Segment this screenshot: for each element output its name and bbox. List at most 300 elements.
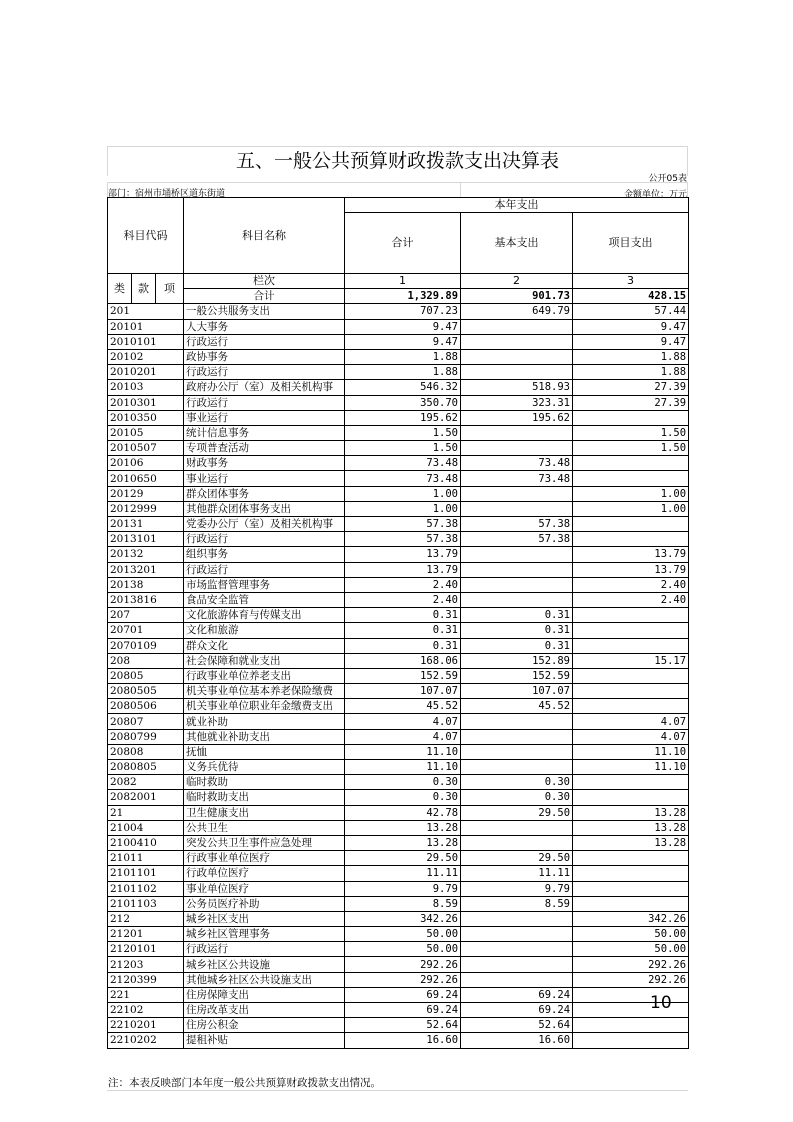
row-basic: 0.31 (461, 638, 573, 653)
row-code: 2013201 (108, 562, 184, 577)
row-total: 350.70 (345, 395, 461, 410)
table-row (108, 729, 689, 744)
table-row (108, 1033, 689, 1048)
table-row (108, 486, 689, 501)
table-row (108, 608, 689, 623)
row-basic: 16.60 (461, 1033, 573, 1048)
table-row (108, 425, 689, 440)
row-basic (461, 486, 573, 501)
header-col2: 2 (461, 274, 573, 289)
row-name: 群众文化 (184, 638, 345, 653)
row-code: 20701 (108, 623, 184, 638)
row-basic: 69.24 (461, 1003, 573, 1018)
row-name: 社会保障和就业支出 (184, 653, 345, 668)
row-total: 107.07 (345, 684, 461, 699)
row-basic: 0.30 (461, 790, 573, 805)
row-code: 208 (108, 653, 184, 668)
row-basic (461, 441, 573, 456)
row-basic (461, 319, 573, 334)
row-total: 57.38 (345, 517, 461, 532)
table-row (108, 638, 689, 653)
row-name: 机关事业单位职业年金缴费支出 (184, 699, 345, 714)
row-name: 事业运行 (184, 410, 345, 425)
row-total: 69.24 (345, 987, 461, 1002)
row-name: 统计信息事务 (184, 425, 345, 440)
row-project (573, 866, 689, 881)
header-lei: 类 (108, 274, 132, 304)
row-code: 20805 (108, 668, 184, 683)
row-code: 2101102 (108, 881, 184, 896)
row-code: 21203 (108, 957, 184, 972)
row-project: 9.47 (573, 319, 689, 334)
row-name: 城乡社区支出 (184, 911, 345, 926)
row-code: 20807 (108, 714, 184, 729)
table-row (108, 942, 689, 957)
header-current-year: 本年支出 (345, 198, 689, 213)
table-row (108, 744, 689, 759)
row-project (573, 517, 689, 532)
row-name: 行政运行 (184, 365, 345, 380)
row-basic (461, 577, 573, 592)
row-project: 9.47 (573, 334, 689, 349)
row-project (573, 775, 689, 790)
table-row (108, 547, 689, 562)
row-basic (461, 562, 573, 577)
row-project (573, 638, 689, 653)
row-project (573, 608, 689, 623)
row-name: 一般公共服务支出 (184, 304, 345, 319)
table-row (108, 987, 689, 1002)
row-code: 2120101 (108, 942, 184, 957)
row-total: 4.07 (345, 729, 461, 744)
row-code: 20106 (108, 456, 184, 471)
row-code: 2080805 (108, 760, 184, 775)
row-code: 21004 (108, 820, 184, 835)
row-code: 2080506 (108, 699, 184, 714)
table-row (108, 319, 689, 334)
row-code: 20132 (108, 547, 184, 562)
row-code: 20105 (108, 425, 184, 440)
row-basic: 9.79 (461, 881, 573, 896)
table-row (108, 927, 689, 942)
row-name: 政协事务 (184, 349, 345, 364)
table-row (108, 623, 689, 638)
row-project (573, 410, 689, 425)
table-row (108, 349, 689, 364)
header-row-3 (108, 274, 689, 289)
row-total: 9.47 (345, 319, 461, 334)
row-basic: 57.38 (461, 517, 573, 532)
row-basic: 323.31 (461, 395, 573, 410)
row-name: 专项普查活动 (184, 441, 345, 456)
table-row (108, 653, 689, 668)
row-basic: 152.89 (461, 653, 573, 668)
row-basic: 45.52 (461, 699, 573, 714)
row-total: 0.30 (345, 775, 461, 790)
table-row (108, 790, 689, 805)
table-row (108, 395, 689, 410)
row-total: 2.40 (345, 592, 461, 607)
row-code: 2100410 (108, 835, 184, 850)
table-row (108, 684, 689, 699)
header-name: 科目名称 (184, 198, 345, 274)
table-row (108, 668, 689, 683)
row-project: 27.39 (573, 380, 689, 395)
row-name: 行政运行 (184, 562, 345, 577)
header-basic: 基本支出 (461, 213, 573, 274)
row-name: 行政单位医疗 (184, 866, 345, 881)
row-code: 2010507 (108, 441, 184, 456)
row-name: 行政运行 (184, 395, 345, 410)
row-project: 50.00 (573, 942, 689, 957)
row-total: 57.38 (345, 532, 461, 547)
header-total: 合计 (345, 213, 461, 274)
header-col1: 1 (345, 274, 461, 289)
table-row (108, 577, 689, 592)
row-name: 其他群众团体事务支出 (184, 501, 345, 516)
row-project: 13.28 (573, 820, 689, 835)
row-project: 50.00 (573, 927, 689, 942)
row-total: 152.59 (345, 668, 461, 683)
table-note: 注：本表反映部门本年度一般公共预算财政拨款支出情况。 (108, 1077, 381, 1089)
header-project: 项目支出 (573, 213, 689, 274)
row-code: 2010350 (108, 410, 184, 425)
row-project: 1.00 (573, 486, 689, 501)
page-number: 10 (650, 993, 672, 1013)
row-total: 707.23 (345, 304, 461, 319)
row-basic (461, 547, 573, 562)
table-row (108, 562, 689, 577)
table-row (108, 760, 689, 775)
table-row (108, 1018, 689, 1033)
summary-project: 428.15 (573, 289, 689, 304)
row-total: 1.88 (345, 365, 461, 380)
row-name: 市场监督管理事务 (184, 577, 345, 592)
table-row (108, 441, 689, 456)
row-total: 13.28 (345, 820, 461, 835)
row-name: 机关事业单位基本养老保险缴费 (184, 684, 345, 699)
row-name: 抚恤 (184, 744, 345, 759)
row-project (573, 881, 689, 896)
row-basic: 195.62 (461, 410, 573, 425)
row-code: 2010101 (108, 334, 184, 349)
row-total: 11.10 (345, 744, 461, 759)
table-row (108, 334, 689, 349)
row-total: 0.30 (345, 790, 461, 805)
row-code: 20138 (108, 577, 184, 592)
summary-label: 合计 (184, 289, 345, 304)
row-name: 行政运行 (184, 532, 345, 547)
row-project: 13.79 (573, 562, 689, 577)
row-project (573, 1033, 689, 1048)
table-row (108, 517, 689, 532)
table-row (108, 775, 689, 790)
row-code: 2080799 (108, 729, 184, 744)
row-total: 1.50 (345, 425, 461, 440)
row-total: 9.47 (345, 334, 461, 349)
row-basic (461, 729, 573, 744)
row-name: 政府办公厅（室）及相关机构事 (184, 380, 345, 395)
row-project: 13.28 (573, 835, 689, 850)
row-basic (461, 760, 573, 775)
row-project: 1.00 (573, 501, 689, 516)
table-row (108, 1003, 689, 1018)
row-name: 事业单位医疗 (184, 881, 345, 896)
row-total: 13.79 (345, 547, 461, 562)
row-basic (461, 942, 573, 957)
row-basic (461, 714, 573, 729)
row-basic: 29.50 (461, 805, 573, 820)
row-name: 文化和旅游 (184, 623, 345, 638)
row-code: 201 (108, 304, 184, 319)
row-project (573, 790, 689, 805)
row-total: 8.59 (345, 896, 461, 911)
row-name: 就业补助 (184, 714, 345, 729)
row-total: 45.52 (345, 699, 461, 714)
row-code: 20131 (108, 517, 184, 532)
table-row (108, 851, 689, 866)
row-project: 1.50 (573, 425, 689, 440)
row-code: 2080505 (108, 684, 184, 699)
row-basic: 57.38 (461, 532, 573, 547)
table-row (108, 714, 689, 729)
row-project: 13.79 (573, 547, 689, 562)
row-project: 27.39 (573, 395, 689, 410)
row-code: 2010650 (108, 471, 184, 486)
row-project (573, 668, 689, 683)
row-code: 21201 (108, 927, 184, 942)
row-project: 11.10 (573, 744, 689, 759)
table-row (108, 410, 689, 425)
row-total: 0.31 (345, 608, 461, 623)
row-basic: 649.79 (461, 304, 573, 319)
row-project: 1.88 (573, 349, 689, 364)
row-basic: 0.31 (461, 623, 573, 638)
row-project: 57.44 (573, 304, 689, 319)
row-basic (461, 425, 573, 440)
row-project (573, 1018, 689, 1033)
table-row (108, 532, 689, 547)
row-code: 2082001 (108, 790, 184, 805)
row-code: 2120399 (108, 972, 184, 987)
table-row (108, 881, 689, 896)
row-basic: 73.48 (461, 471, 573, 486)
row-basic (461, 334, 573, 349)
row-total: 9.79 (345, 881, 461, 896)
expenditure-table (107, 197, 689, 1049)
row-basic (461, 927, 573, 942)
row-name: 突发公共卫生事件应急处理 (184, 835, 345, 850)
row-name: 财政事务 (184, 456, 345, 471)
table-row (108, 911, 689, 926)
row-project (573, 623, 689, 638)
row-basic: 152.59 (461, 668, 573, 683)
row-name: 住房保障支出 (184, 987, 345, 1002)
row-code: 2070109 (108, 638, 184, 653)
table-row (108, 896, 689, 911)
row-total: 2.40 (345, 577, 461, 592)
row-total: 52.64 (345, 1018, 461, 1033)
row-project: 1.50 (573, 441, 689, 456)
row-total: 0.31 (345, 638, 461, 653)
row-code: 2010301 (108, 395, 184, 410)
header-xiang: 项 (156, 274, 184, 304)
row-basic: 52.64 (461, 1018, 573, 1033)
row-code: 2210201 (108, 1018, 184, 1033)
row-project (573, 684, 689, 699)
row-name: 食品安全监管 (184, 592, 345, 607)
row-code: 20129 (108, 486, 184, 501)
row-name: 卫生健康支出 (184, 805, 345, 820)
row-total: 13.28 (345, 835, 461, 850)
summary-total: 1,329.89 (345, 289, 461, 304)
row-total: 1.50 (345, 441, 461, 456)
row-project (573, 471, 689, 486)
row-basic: 8.59 (461, 896, 573, 911)
row-code: 2210202 (108, 1033, 184, 1048)
row-project: 11.10 (573, 760, 689, 775)
row-basic: 69.24 (461, 987, 573, 1002)
row-total: 292.26 (345, 957, 461, 972)
header-code: 科目代码 (108, 198, 184, 274)
row-basic (461, 957, 573, 972)
row-name: 住房公积金 (184, 1018, 345, 1033)
table-row (108, 835, 689, 850)
row-project: 1.88 (573, 365, 689, 380)
row-name: 公务员医疗补助 (184, 896, 345, 911)
row-total: 292.26 (345, 972, 461, 987)
table-row (108, 471, 689, 486)
row-project (573, 851, 689, 866)
header-lanci: 栏次 (184, 274, 345, 289)
row-name: 临时救助支出 (184, 790, 345, 805)
row-basic (461, 592, 573, 607)
row-total: 42.78 (345, 805, 461, 820)
header-kuan: 款 (132, 274, 156, 304)
row-project (573, 896, 689, 911)
row-basic: 518.93 (461, 380, 573, 395)
row-total: 16.60 (345, 1033, 461, 1048)
row-project: 292.26 (573, 972, 689, 987)
row-code: 2013816 (108, 592, 184, 607)
row-basic: 0.31 (461, 608, 573, 623)
row-basic: 0.30 (461, 775, 573, 790)
row-basic (461, 744, 573, 759)
row-code: 2101101 (108, 866, 184, 881)
row-basic (461, 911, 573, 926)
row-project (573, 699, 689, 714)
page-title: 五、一般公共预算财政拨款支出决算表 (107, 146, 688, 176)
row-name: 行政事业单位医疗 (184, 851, 345, 866)
row-name: 人大事务 (184, 319, 345, 334)
table-row (108, 592, 689, 607)
row-name: 组织事务 (184, 547, 345, 562)
row-code: 2082 (108, 775, 184, 790)
row-total: 342.26 (345, 911, 461, 926)
row-name: 其他城乡社区公共设施支出 (184, 972, 345, 987)
row-total: 73.48 (345, 456, 461, 471)
row-name: 行政运行 (184, 942, 345, 957)
row-basic: 107.07 (461, 684, 573, 699)
row-project: 4.07 (573, 714, 689, 729)
form-code: 公开05表 (648, 174, 687, 184)
table-row (108, 957, 689, 972)
row-total: 11.11 (345, 866, 461, 881)
row-name: 党委办公厅（室）及相关机构事 (184, 517, 345, 532)
row-code: 212 (108, 911, 184, 926)
row-project: 2.40 (573, 592, 689, 607)
row-name: 提租补贴 (184, 1033, 345, 1048)
department-label: 部门：宿州市埇桥区道东街道 (108, 189, 226, 199)
row-basic: 29.50 (461, 851, 573, 866)
row-project: 4.07 (573, 729, 689, 744)
row-code: 22102 (108, 1003, 184, 1018)
row-basic: 73.48 (461, 456, 573, 471)
row-name: 城乡社区公共设施 (184, 957, 345, 972)
row-total: 195.62 (345, 410, 461, 425)
bottom-rule (107, 1090, 688, 1091)
row-code: 2013101 (108, 532, 184, 547)
table-row (108, 304, 689, 319)
table-row (108, 501, 689, 516)
row-total: 29.50 (345, 851, 461, 866)
row-total: 50.00 (345, 942, 461, 957)
row-code: 2012999 (108, 501, 184, 516)
table-row (108, 699, 689, 714)
row-code: 21011 (108, 851, 184, 866)
row-basic (461, 349, 573, 364)
table-row (108, 365, 689, 380)
row-code: 221 (108, 987, 184, 1002)
row-name: 住房改革支出 (184, 1003, 345, 1018)
row-total: 0.31 (345, 623, 461, 638)
row-code: 207 (108, 608, 184, 623)
row-name: 城乡社区管理事务 (184, 927, 345, 942)
table-row (108, 456, 689, 471)
row-name: 行政事业单位养老支出 (184, 668, 345, 683)
header-row-1 (108, 198, 689, 213)
row-project (573, 532, 689, 547)
row-name: 义务兵优待 (184, 760, 345, 775)
row-project: 13.28 (573, 805, 689, 820)
row-basic (461, 820, 573, 835)
summary-row (108, 289, 689, 304)
row-project: 342.26 (573, 911, 689, 926)
header-col3: 3 (573, 274, 689, 289)
row-name: 群众团体事务 (184, 486, 345, 501)
table-row (108, 820, 689, 835)
row-project (573, 456, 689, 471)
row-project: 292.26 (573, 957, 689, 972)
row-name: 临时救助 (184, 775, 345, 790)
row-total: 11.10 (345, 760, 461, 775)
table-row (108, 972, 689, 987)
row-total: 4.07 (345, 714, 461, 729)
row-name: 事业运行 (184, 471, 345, 486)
row-code: 20103 (108, 380, 184, 395)
row-code: 20101 (108, 319, 184, 334)
table-row (108, 805, 689, 820)
row-project: 2.40 (573, 577, 689, 592)
row-code: 2101103 (108, 896, 184, 911)
row-name: 行政运行 (184, 334, 345, 349)
table-row (108, 380, 689, 395)
row-total: 1.88 (345, 349, 461, 364)
row-code: 20102 (108, 349, 184, 364)
table-row (108, 866, 689, 881)
row-basic: 11.11 (461, 866, 573, 881)
row-project: 15.17 (573, 653, 689, 668)
